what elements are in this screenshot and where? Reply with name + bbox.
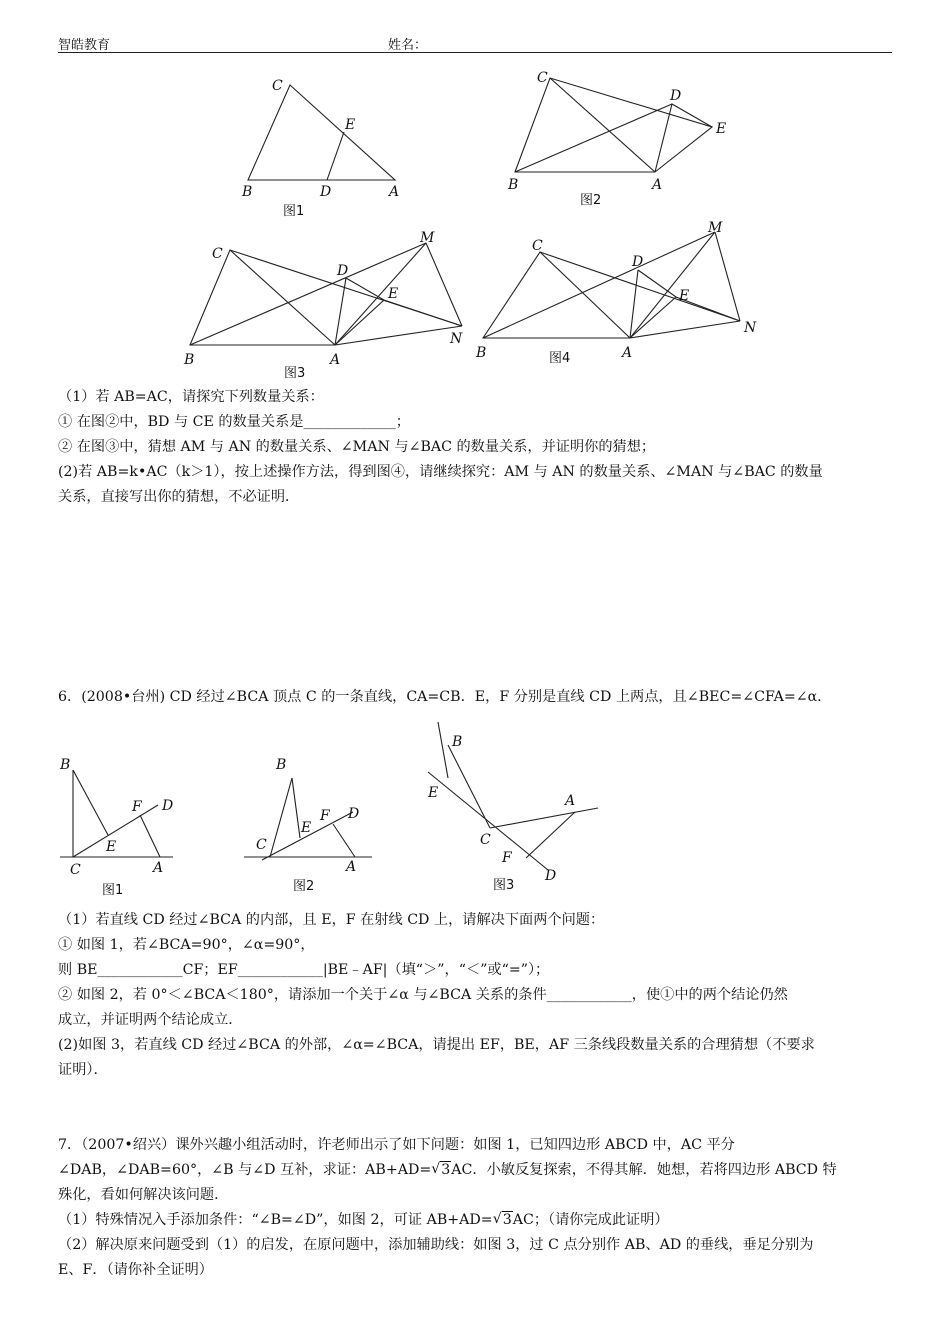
sqrt-symbol: √ 3 — [431, 1160, 451, 1180]
label-D: D — [162, 798, 174, 814]
caption: 图3 — [493, 878, 515, 893]
caption: 图2 — [580, 193, 602, 208]
q6-item1: ① 如图 1，若∠BCA=90°，∠α=90°， — [58, 937, 315, 953]
label-E: E — [388, 286, 399, 302]
q5-figure-2 — [507, 70, 726, 208]
label-E: E — [716, 121, 727, 137]
label-A: A — [346, 859, 357, 875]
label-B: B — [508, 177, 519, 193]
q6-part1: （1）若直线 CD 经过∠BCA 的内部，且 E，F 在射线 CD 上，请解决下面两个问题： — [58, 912, 605, 928]
label-D: D — [337, 263, 349, 279]
label-C: C — [272, 78, 283, 94]
q6-part2-cont: 证明）． — [58, 1062, 108, 1078]
q6-figure-3 — [427, 722, 598, 893]
label-B: B — [60, 757, 71, 773]
q7-part2-cont: E、F．（请你补全证明） — [58, 1262, 213, 1278]
q6-stem: 6．(2008•台州) CD 经过∠BCA 顶点 C 的一条直线，CA=CB．E，F 分别是直线 CD 上两点，且∠BEC=∠CFA=∠α． — [58, 689, 832, 705]
q7-part1-b: AC；（请你完成此证明） — [512, 1212, 669, 1228]
label-D: D — [670, 88, 682, 104]
label-E: E — [301, 820, 312, 836]
label-B: B — [476, 345, 487, 361]
q7-part1-a: （1）特殊情况入手添加条件：“∠B=∠D”，如图 2，可证 AB+AD= — [58, 1212, 493, 1228]
label-D: D — [545, 868, 557, 884]
label-D: D — [348, 806, 360, 822]
name-label: 姓名： — [388, 38, 428, 53]
sqrt-symbol: √ 3 — [493, 1210, 513, 1230]
caption: 图3 — [284, 366, 306, 381]
q7-stem-a: ∠DAB，∠DAB=60°，∠B 与∠D 互补，求证：AB+AD= — [58, 1162, 432, 1178]
q7-part1 — [58, 1210, 898, 1230]
q6-item2: ② 如图 2，若 0°＜∠BCA＜180°，请添加一个关于∠α 与∠BCA 关系的条件____________，使①中的两个结论仍然 — [58, 987, 788, 1003]
label-C: C — [532, 238, 543, 254]
label-N: N — [744, 320, 757, 336]
q5-part2: (2)若 AB=k•AC（k＞1），按上述操作方法，得到图④，请继续探究：AM 与 AN 的数量关系、∠MAN 与∠BAC 的数量 — [58, 464, 823, 480]
org-name: 智皓教育 — [58, 38, 111, 53]
label-D: D — [320, 184, 332, 200]
label-B: B — [452, 734, 463, 750]
label-N: N — [450, 331, 463, 347]
q5-item2: ② 在图③中，猜想 AM 与 AN 的数量关系、∠MAN 与∠BAC 的数量关系，并证明你的猜想； — [58, 439, 656, 455]
label-A: A — [389, 184, 400, 200]
label-E: E — [428, 785, 439, 801]
label-E: E — [106, 839, 117, 855]
q5-figure-1 — [241, 78, 399, 219]
q5-part1: （1）若 AB=AC，请探究下列数量关系： — [58, 389, 324, 405]
label-A: A — [652, 177, 663, 193]
label-M: M — [708, 220, 723, 236]
label-F: F — [502, 850, 512, 866]
q5-part2-cont: 关系，直接写出你的猜想，不必证明． — [58, 489, 300, 505]
q6-part2: (2)如图 3，若直线 CD 经过∠BCA 的外部，∠α=∠BCA，请提出 EF，BE，AF 三条线段数量关系的合理猜想（不要求 — [58, 1037, 815, 1053]
q7-part2: （2）解决原来问题受到（1）的启发，在原问题中，添加辅助线：如图 3，过 C 点分别作 AB、AD 的垂线，垂足分别为 — [58, 1237, 814, 1253]
q5-item1: ① 在图②中，BD 与 CE 的数量关系是_____________； — [58, 414, 410, 430]
q7-stem-b: AC．小敏反复探索，不得其解．她想，若将四边形 ABCD 特 — [451, 1162, 837, 1178]
label-D: D — [632, 254, 644, 270]
caption: 图2 — [293, 879, 315, 894]
label-C: C — [537, 70, 548, 86]
q6-figure-2 — [244, 757, 372, 894]
label-E: E — [679, 288, 690, 304]
q6-item2-cont: 成立，并证明两个结论成立． — [58, 1012, 243, 1028]
q5-figure-3 — [183, 230, 463, 381]
q7-stem-cont — [58, 1160, 898, 1180]
label-A: A — [153, 860, 164, 876]
caption: 图1 — [283, 204, 305, 219]
caption: 图1 — [102, 883, 124, 898]
label-A: A — [565, 793, 576, 809]
label-C: C — [480, 832, 491, 848]
label-B: B — [242, 184, 253, 200]
label-B: B — [184, 352, 195, 368]
label-F: F — [320, 808, 330, 824]
q7-stem: 7．（2007•绍兴）课外兴趣小组活动时，许老师出示了如下问题：如图 1，已知四边形 ABCD 中，AC 平分 — [58, 1137, 735, 1153]
q5-figure-4 — [475, 220, 757, 366]
q6-figure-1 — [59, 757, 173, 898]
label-C: C — [256, 837, 267, 853]
label-E: E — [345, 117, 356, 133]
label-M: M — [420, 230, 435, 246]
label-A: A — [622, 345, 633, 361]
q7-stem-end: 殊化，看如何解决该问题． — [58, 1187, 229, 1203]
label-F: F — [132, 799, 142, 815]
label-C: C — [212, 246, 223, 262]
q6-item1-blanks: 则 BE____________CF；EF____________|BE﹣AF|（填“＞”，“＜”或“=”）； — [58, 962, 550, 978]
caption: 图4 — [549, 351, 571, 366]
label-B: B — [276, 757, 287, 773]
label-C: C — [70, 862, 81, 878]
label-A: A — [330, 352, 341, 368]
